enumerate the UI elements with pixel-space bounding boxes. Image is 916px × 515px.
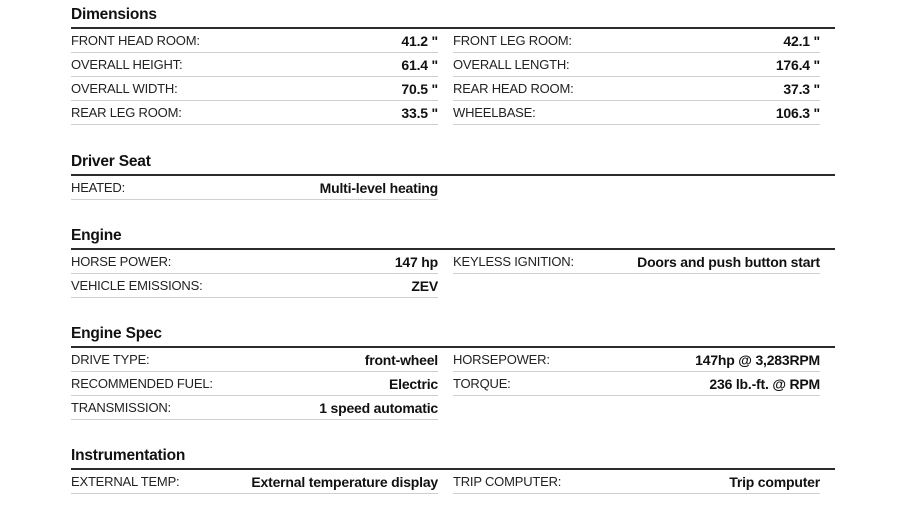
spec-row-wheelbase (453, 101, 820, 125)
section-driver-seat (71, 152, 835, 196)
spec-value: 70.5 " (401, 80, 438, 97)
spec-row-torque (453, 372, 820, 396)
spec-label: KEYLESS IGNITION: (453, 254, 574, 269)
spec-row-overall-width (71, 77, 438, 101)
spec-label: RECOMMENDED FUEL: (71, 376, 213, 391)
spec-row-trip-computer (453, 470, 820, 494)
spec-label: REAR LEG ROOM: (71, 105, 182, 120)
spec-label: TORQUE: (453, 376, 511, 391)
spec-value: 236 lb.-ft. @ RPM (709, 375, 820, 392)
section-engine (71, 226, 835, 294)
spec-row-rear-leg-room (71, 101, 438, 125)
spec-row-rear-head-room (453, 77, 820, 101)
spec-value: Electric (389, 375, 438, 392)
spec-value: 176.4 " (775, 56, 820, 73)
spec-label: HEATED: (71, 180, 125, 195)
spec-label: EXTERNAL TEMP: (71, 474, 180, 489)
spec-value: 106.3 " (775, 104, 820, 121)
spec-value: ZEV (411, 277, 438, 294)
spec-row-keyless-ignition (453, 250, 820, 274)
spec-label: TRIP COMPUTER: (453, 474, 562, 489)
spec-label: HORSE POWER: (71, 254, 172, 269)
section-title: Engine Spec (71, 325, 162, 342)
spec-value: 147 hp (394, 253, 438, 270)
spec-value: Multi-level heating (319, 179, 438, 196)
spec-value: Doors and push button start (637, 253, 820, 270)
spec-row-recommended-fuel (71, 372, 438, 396)
spec-label: OVERALL WIDTH: (71, 81, 178, 96)
section-title: Engine (71, 227, 122, 244)
section-title: Instrumentation (71, 447, 186, 464)
spec-row-overall-length (453, 53, 820, 77)
spec-label: TRANSMISSION: (71, 400, 171, 415)
spec-row-horse-power (71, 250, 438, 274)
spec-row-external-temp (71, 470, 438, 494)
section-title: Dimensions (71, 6, 157, 23)
spec-label: OVERALL HEIGHT: (71, 57, 183, 72)
spec-value: 61.4 " (401, 56, 438, 73)
spec-label: REAR HEAD ROOM: (453, 81, 574, 96)
spec-value: 41.2 " (401, 32, 438, 49)
spec-label: DRIVE TYPE: (71, 352, 150, 367)
spec-label: OVERALL LENGTH: (453, 57, 570, 72)
spec-label: HORSEPOWER: (453, 352, 550, 367)
spec-row-vehicle-emissions (71, 274, 438, 298)
spec-row-front-leg-room (453, 29, 820, 53)
spec-row-front-head-room (71, 29, 438, 53)
spec-label: FRONT LEG ROOM: (453, 33, 572, 48)
spec-row-transmission (71, 396, 438, 420)
spec-label: WHEELBASE: (453, 105, 536, 120)
section-engine-spec (71, 324, 835, 416)
spec-value: Trip computer (729, 473, 820, 490)
spec-value: 33.5 " (401, 104, 438, 121)
spec-value: 147hp @ 3,283RPM (695, 351, 820, 368)
section-title: Driver Seat (71, 153, 151, 170)
spec-value: 37.3 " (783, 80, 820, 97)
spec-row-overall-height (71, 53, 438, 77)
spec-row-horsepower (453, 348, 820, 372)
section-instrumentation (71, 446, 835, 490)
spec-value: front-wheel (364, 351, 438, 368)
spec-row-heated (71, 176, 438, 200)
spec-value: External temperature display (251, 473, 438, 490)
spec-value: 42.1 " (783, 32, 820, 49)
spec-label: FRONT HEAD ROOM: (71, 33, 200, 48)
spec-label: VEHICLE EMISSIONS: (71, 278, 203, 293)
section-dimensions (71, 5, 835, 121)
spec-value: 1 speed automatic (319, 399, 438, 416)
spec-row-drive-type (71, 348, 438, 372)
